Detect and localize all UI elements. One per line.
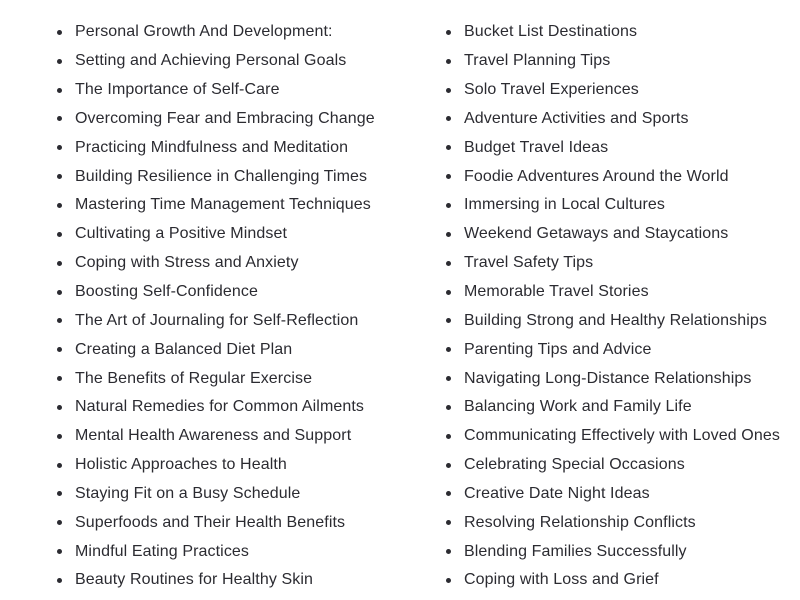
bullet-icon bbox=[57, 290, 62, 295]
bullet-icon bbox=[57, 347, 62, 352]
bullet-icon bbox=[446, 491, 451, 496]
list-item-label: Travel Planning Tips bbox=[464, 52, 611, 70]
list-item bbox=[52, 393, 432, 422]
bullet-icon bbox=[446, 145, 451, 150]
list-item bbox=[52, 76, 432, 105]
bullet-icon bbox=[57, 578, 62, 583]
list-item-label: Practicing Mindfulness and Meditation bbox=[75, 138, 349, 156]
list-item-label: Mental Health Awareness and Support bbox=[75, 427, 352, 445]
list-item-label: Personal Growth And Development: bbox=[75, 23, 333, 41]
list-item bbox=[441, 393, 791, 422]
list-item-label: Setting and Achieving Personal Goals bbox=[75, 52, 347, 70]
list-item bbox=[441, 480, 791, 509]
bullet-list-left bbox=[52, 18, 432, 595]
list-item-label: Coping with Loss and Grief bbox=[464, 571, 659, 589]
bullet-icon bbox=[446, 261, 451, 266]
list-item bbox=[52, 422, 432, 451]
bullet-icon bbox=[446, 405, 451, 410]
bullet-icon bbox=[446, 549, 451, 554]
list-item bbox=[441, 422, 791, 451]
list-item-label: Creative Date Night Ideas bbox=[464, 484, 650, 502]
bullet-icon bbox=[57, 232, 62, 237]
list-item bbox=[441, 508, 791, 537]
list-item bbox=[441, 105, 791, 134]
list-item-label: Building Resilience in Challenging Times bbox=[75, 167, 368, 185]
bullet-icon bbox=[57, 88, 62, 93]
list-item bbox=[441, 306, 791, 335]
list-item bbox=[441, 133, 791, 162]
list-item bbox=[441, 451, 791, 480]
bullet-icon bbox=[57, 463, 62, 468]
list-item-label: The Art of Journaling for Self-Reflection bbox=[75, 311, 359, 329]
bullet-icon bbox=[57, 30, 62, 35]
list-item bbox=[441, 18, 791, 47]
list-item bbox=[441, 220, 791, 249]
list-item bbox=[52, 278, 432, 307]
list-item bbox=[441, 537, 791, 566]
list-item bbox=[441, 278, 791, 307]
list-item bbox=[52, 249, 432, 278]
bullet-icon bbox=[57, 261, 62, 266]
bullet-icon bbox=[446, 434, 451, 439]
list-item bbox=[52, 105, 432, 134]
list-item-label: Holistic Approaches to Health bbox=[75, 456, 287, 474]
list-item bbox=[52, 133, 432, 162]
list-item bbox=[52, 480, 432, 509]
bullet-icon bbox=[446, 203, 451, 208]
list-item bbox=[441, 335, 791, 364]
bullet-icon bbox=[446, 30, 451, 35]
list-item bbox=[52, 335, 432, 364]
list-item bbox=[52, 191, 432, 220]
list-item bbox=[52, 508, 432, 537]
bullet-icon bbox=[57, 549, 62, 554]
list-item-label: Beauty Routines for Healthy Skin bbox=[75, 571, 313, 589]
list-item-label: Bucket List Destinations bbox=[464, 23, 638, 41]
bullet-icon bbox=[446, 232, 451, 237]
list-item-label: Mindful Eating Practices bbox=[75, 542, 250, 560]
list-item-label: Immersing in Local Cultures bbox=[464, 196, 665, 214]
bullet-icon bbox=[57, 520, 62, 525]
list-item-label: Celebrating Special Occasions bbox=[464, 456, 685, 474]
bullet-icon bbox=[446, 116, 451, 121]
list-item-label: Travel Safety Tips bbox=[464, 254, 594, 272]
list-item-label: Adventure Activities and Sports bbox=[464, 109, 689, 127]
list-item-label: Staying Fit on a Busy Schedule bbox=[75, 484, 301, 502]
list-item bbox=[52, 220, 432, 249]
list-item-label: Natural Remedies for Common Ailments bbox=[75, 398, 365, 416]
list-item-label: Overcoming Fear and Embracing Change bbox=[75, 109, 375, 127]
bullet-icon bbox=[57, 203, 62, 208]
list-item-label: Weekend Getaways and Staycations bbox=[464, 225, 729, 243]
bullet-icon bbox=[446, 347, 451, 352]
list-item-label: Communicating Effectively with Loved Ones bbox=[464, 427, 780, 445]
bullet-icon bbox=[57, 405, 62, 410]
bullet-icon bbox=[57, 376, 62, 381]
list-item bbox=[441, 47, 791, 76]
list-item bbox=[52, 451, 432, 480]
bullet-icon bbox=[446, 463, 451, 468]
bullet-icon bbox=[446, 88, 451, 93]
bullet-list-right bbox=[441, 18, 791, 595]
bullet-icon bbox=[57, 434, 62, 439]
list-item bbox=[52, 364, 432, 393]
list-item-label: Mastering Time Management Techniques bbox=[75, 196, 371, 214]
list-item bbox=[441, 249, 791, 278]
list-item bbox=[441, 566, 791, 595]
list-item-label: Balancing Work and Family Life bbox=[464, 398, 692, 416]
list-item-label: Superfoods and Their Health Benefits bbox=[75, 513, 346, 531]
list-item bbox=[52, 47, 432, 76]
list-item-label: Budget Travel Ideas bbox=[464, 138, 609, 156]
list-item-label: Boosting Self-Confidence bbox=[75, 283, 258, 301]
list-item bbox=[52, 18, 432, 47]
bullet-icon bbox=[446, 59, 451, 64]
list-item-label: Solo Travel Experiences bbox=[464, 81, 639, 99]
list-item bbox=[441, 76, 791, 105]
list-item-label: The Importance of Self-Care bbox=[75, 81, 280, 99]
list-item-label: Cultivating a Positive Mindset bbox=[75, 225, 287, 243]
bullet-icon bbox=[446, 318, 451, 323]
list-item bbox=[441, 162, 791, 191]
list-item-label: Parenting Tips and Advice bbox=[464, 340, 652, 358]
bullet-icon bbox=[57, 116, 62, 121]
list-item bbox=[52, 537, 432, 566]
bullet-icon bbox=[446, 290, 451, 295]
list-item-label: Foodie Adventures Around the World bbox=[464, 167, 729, 185]
bullet-icon bbox=[446, 174, 451, 179]
bullet-icon bbox=[446, 578, 451, 583]
list-item-label: The Benefits of Regular Exercise bbox=[75, 369, 313, 387]
list-item-label: Navigating Long-Distance Relationships bbox=[464, 369, 752, 387]
bullet-icon bbox=[446, 520, 451, 525]
bullet-icon bbox=[57, 174, 62, 179]
list-item bbox=[52, 566, 432, 595]
bullet-icon bbox=[57, 59, 62, 64]
list-item-label: Building Strong and Healthy Relationships bbox=[464, 311, 767, 329]
bullet-icon bbox=[57, 145, 62, 150]
list-item bbox=[441, 191, 791, 220]
bullet-icon bbox=[57, 491, 62, 496]
list-item bbox=[441, 364, 791, 393]
list-item-label: Resolving Relationship Conflicts bbox=[464, 513, 696, 531]
bullet-icon bbox=[446, 376, 451, 381]
bullet-icon bbox=[57, 318, 62, 323]
list-item bbox=[52, 162, 432, 191]
list-item-label: Blending Families Successfully bbox=[464, 542, 687, 560]
list-item-label: Memorable Travel Stories bbox=[464, 283, 649, 301]
list-item-label: Creating a Balanced Diet Plan bbox=[75, 340, 293, 358]
list-item-label: Coping with Stress and Anxiety bbox=[75, 254, 299, 272]
list-item bbox=[52, 306, 432, 335]
